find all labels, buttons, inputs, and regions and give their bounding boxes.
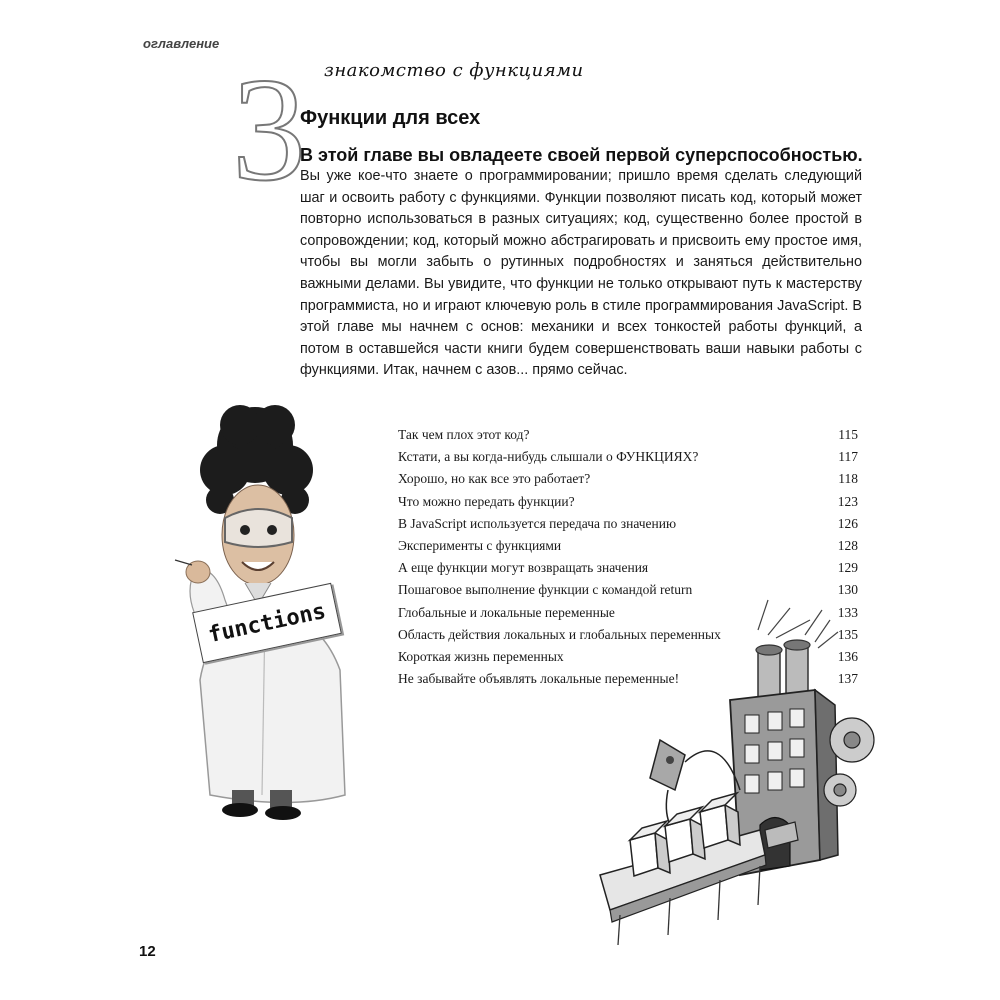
toc-item-title: Кстати, а вы когда-нибудь слышали о ФУНКЦИЯХ? bbox=[398, 449, 699, 465]
toc-item[interactable] bbox=[398, 513, 858, 535]
chapter-number: 3 bbox=[232, 48, 306, 212]
section-label: оглавление bbox=[143, 36, 220, 51]
toc-item-title: В JavaScript используется передача по значению bbox=[398, 515, 677, 531]
toc-item[interactable] bbox=[398, 491, 858, 513]
toc-item-title: Короткая жизнь переменных bbox=[398, 648, 564, 664]
toc-item-title: Так чем плох этот код? bbox=[398, 427, 530, 442]
toc-item-page: 115 bbox=[838, 427, 858, 442]
chapter-intro: Вы уже кое-что знаете о программировании; пришло время сделать следующий шаг и освоить работу с функциями. Функции позволяют писать код, который может повторно использоваться в разных ситуациях; код, существенно более простой в сопровождении; код, который можно абстрагировать и присвоить ему простое имя, чтобы вы могли забыть о рутинных подробностях и заняться действительно важными делами. Вы увидите, что функции не только открывают путь к мастерству программиста, но и играют ключевую роль в стиле программирования JavaScript. В этой главе мы начнем с основ: механики и всех тонкостей работы функций, а потом в оставшейся части книги будем совершенствовать ваши навыки работы с функциями. Итак, начнем с азов... прямо сейчас. bbox=[300, 168, 862, 379]
toc-item[interactable] bbox=[398, 535, 858, 557]
toc-item-page: 135 bbox=[837, 626, 858, 642]
toc-item-page: 118 bbox=[838, 471, 858, 487]
toc-item-page: 128 bbox=[837, 537, 858, 553]
toc-item-title: Не забывайте объявлять локальные переменные! bbox=[398, 671, 680, 687]
toc-item-title: А еще функции могут возвращать значения bbox=[398, 560, 649, 576]
toc-item[interactable] bbox=[398, 557, 858, 579]
toc-item-title: Пошаговое выполнение функции с командой return bbox=[398, 582, 693, 598]
toc-item-title: Хорошо, но как все это работает? bbox=[398, 471, 591, 487]
toc-item-page: 130 bbox=[837, 582, 858, 598]
toc-item-page: 126 bbox=[837, 515, 858, 531]
chapter-title: Функции для всех bbox=[300, 107, 481, 129]
toc-item[interactable] bbox=[398, 446, 858, 468]
toc-item-page: 129 bbox=[837, 560, 858, 576]
toc-item-page: 137 bbox=[837, 671, 858, 687]
toc-item-title: Область действия локальных и глобальных переменных bbox=[398, 626, 721, 642]
toc-item-title: Глобальные и локальные переменные bbox=[398, 604, 615, 620]
toc-item-page: 133 bbox=[837, 604, 858, 620]
toc-item[interactable] bbox=[398, 424, 858, 446]
toc-item-page: 123 bbox=[837, 493, 858, 509]
chapter-lead: В этой главе вы овладеете своей первой суперспособностью. bbox=[300, 145, 863, 165]
toc-item-title: Что можно передать функции? bbox=[398, 493, 575, 509]
function-factory-illustration bbox=[590, 590, 880, 955]
toc-item-page: 117 bbox=[838, 449, 858, 465]
toc-item-title: Эксперименты с функциями bbox=[398, 537, 562, 553]
toc-item-page: 136 bbox=[837, 648, 858, 664]
functions-sign-label: functions bbox=[206, 598, 328, 648]
chapter-handwritten-title: знакомство с функциями bbox=[324, 60, 584, 81]
toc-item[interactable] bbox=[398, 468, 858, 490]
page-number: 12 bbox=[139, 943, 156, 960]
